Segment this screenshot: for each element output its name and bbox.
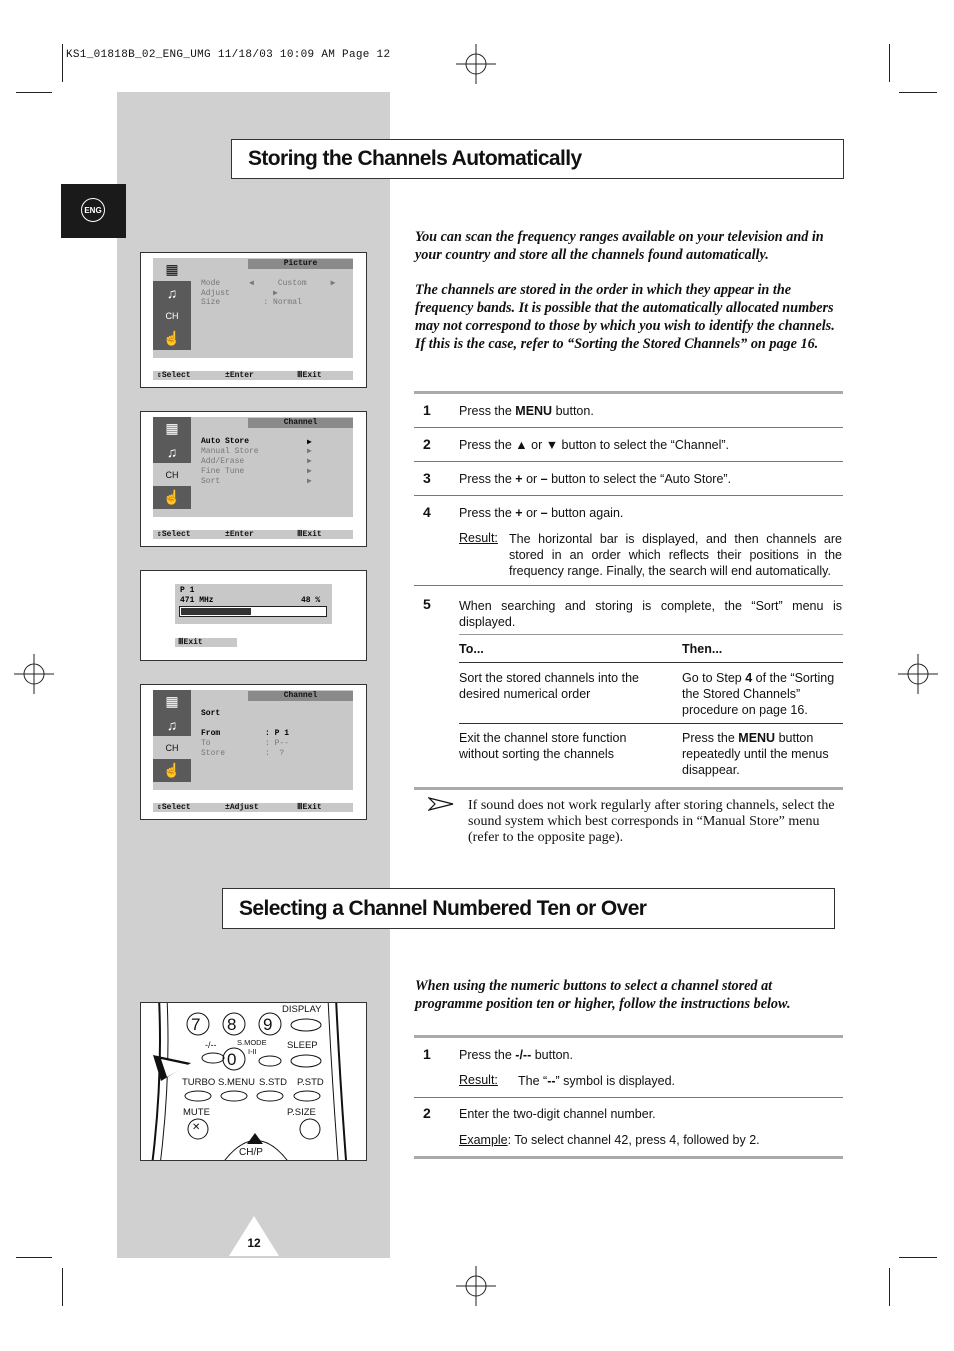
divider (414, 1097, 843, 1098)
osd-progress-track (179, 606, 327, 617)
setup-hand-icon: ☝ (153, 486, 191, 509)
osd-row: Adjust ▶ (201, 289, 278, 298)
osd-progress-fill (181, 608, 251, 615)
section1-title: Storing the Channels Automatically (248, 147, 582, 170)
osd-help-bar (153, 530, 353, 539)
remote-smenu-label: S.MENU (218, 1077, 255, 1088)
osd-bar-text: Adjust (229, 803, 259, 812)
remote-key-0: 0 (227, 1050, 237, 1069)
remote-smode-label: S.MODE (237, 1038, 267, 1047)
osd-icon-column (153, 690, 191, 782)
step-text (459, 506, 623, 520)
osd-frequency: 471 MHz (180, 596, 214, 605)
osd-menu-title: Channel (248, 418, 353, 428)
osd-arrow: ▶ (307, 438, 312, 447)
picture-icon: ▦ (153, 417, 191, 440)
osd-help-bar (153, 803, 353, 812)
divider (414, 1156, 843, 1159)
table-cell-bold: MENU (738, 731, 776, 745)
table-cell-to: Sort the stored channels into the desired numerical order (459, 671, 639, 701)
registration-mark-icon (898, 654, 938, 694)
step-text-part: button. (531, 1048, 573, 1062)
osd-panel (153, 258, 353, 358)
note-text: If sound does not work regularly after storing channels, select the sound system which best corresponds in “Manual Store” menu (refer to the opposite page). (468, 798, 835, 845)
section1-intro-2: The channels are stored in the order in which they appear in the frequency bands. It is possible that the automatically allocated numbers may not correspond to those by which you wish to identify the channels. If this is the case, refer to “Sorting the Stored Channels” on page 16. (415, 282, 835, 352)
osd-store-label: Store (201, 749, 226, 758)
osd-help-bar (175, 638, 237, 647)
table-cell-then (682, 730, 842, 778)
osd-store-value: : ? (265, 749, 285, 758)
registration-mark-icon (456, 44, 496, 84)
osd-panel (153, 690, 353, 790)
crop-mark (62, 1268, 63, 1306)
osd-exit-label: ⅢExit (178, 638, 203, 647)
minus-button-label: – (540, 472, 548, 486)
note-arrow-icon (428, 797, 454, 811)
crop-mark (899, 92, 937, 93)
osd-bar-text: Enter (229, 530, 254, 539)
divider (414, 495, 843, 496)
step-text (459, 1048, 573, 1062)
remote-psize-label: P.SIZE (287, 1107, 316, 1118)
remote-dash-label: -/-- (205, 1040, 217, 1050)
remote-control-illustration (140, 1002, 367, 1161)
step-text-part: Press the (459, 472, 516, 486)
setup-hand-icon: ☝ (153, 327, 191, 350)
table-cell-to: Exit the channel store function without sorting the channels (459, 731, 627, 761)
registration-mark-icon (14, 654, 54, 694)
step-text: When searching and storing is complete, the “Sort” menu is displayed. (459, 599, 842, 629)
divider (414, 787, 843, 790)
result-label: Result: (459, 1073, 498, 1087)
language-tab (61, 184, 126, 238)
example-text: : To select channel 42, press 4, followed by 2. (507, 1133, 760, 1147)
osd-row: Manual Store (201, 447, 259, 456)
table-cell-part: of the “Sorting the Stored Channels” procedure on page 16. (682, 671, 835, 717)
remote-mute-label: MUTE (183, 1107, 210, 1118)
osd-bar-text: Exit (183, 638, 203, 647)
channel-icon: CH (153, 304, 191, 327)
result-label: Result: (459, 531, 498, 545)
remote-display-label: DISPLAY (282, 1004, 322, 1015)
divider (414, 585, 843, 586)
osd-exit-label: ⅢExit (297, 803, 322, 812)
osd-bar-text: Select (161, 803, 191, 812)
osd-enter-label: ±Enter (225, 371, 254, 380)
table-cell-bold: 4 (745, 671, 753, 685)
channel-icon: CH (165, 469, 179, 480)
remote-sstd-label: S.STD (259, 1077, 287, 1088)
step-text-part: button again. (547, 506, 624, 520)
channel-icon: CH (165, 742, 179, 753)
divider (459, 662, 843, 663)
osd-exit-label: ⅢExit (297, 530, 322, 539)
step-text-part: button to select the “Auto Store”. (547, 472, 732, 486)
osd-row: Auto Store (201, 437, 250, 446)
osd-from-label: From (201, 729, 221, 738)
step-text-part: Press the (459, 1048, 516, 1062)
step-text-part: or (522, 472, 541, 486)
divider (414, 427, 843, 428)
crop-mark (899, 1257, 937, 1258)
language-tab-label: ENG (81, 198, 105, 222)
osd-screen-picture (140, 252, 367, 388)
picture-icon: ▦ (165, 261, 179, 277)
remote-pstd-label: P.STD (297, 1077, 324, 1088)
step-text (459, 472, 731, 486)
divider (414, 461, 843, 462)
divider (459, 723, 843, 724)
step-number: 3 (423, 470, 431, 486)
osd-help-bar (153, 371, 353, 380)
osd-select-label: ⇕Select (157, 803, 191, 812)
sound-icon: ♫ (153, 440, 191, 463)
osd-bar-text: Exit (302, 371, 322, 380)
picture-icon: ▦ (153, 690, 191, 713)
step-text-part: or (522, 506, 541, 520)
osd-icon-column (153, 417, 191, 509)
remote-dual-label: I-II (248, 1047, 257, 1056)
step-number: 4 (423, 504, 431, 520)
osd-progress-panel (175, 584, 332, 624)
table-cell-part: Go to Step (682, 671, 746, 685)
osd-bar-text: Exit (302, 803, 322, 812)
step-text (459, 404, 594, 418)
osd-screen-sort (140, 684, 367, 820)
divider (459, 634, 843, 635)
osd-select-label: ⇕Select (157, 530, 191, 539)
osd-bar-text: Enter (229, 371, 254, 380)
osd-arrow: ▶ ▶ ▶ ▶ (307, 447, 312, 486)
crop-mark (889, 44, 890, 82)
osd-enter-label: ±Enter (225, 530, 254, 539)
remote-sleep-label: SLEEP (287, 1040, 318, 1051)
osd-adjust-label: ±Adjust (225, 803, 259, 812)
setup-hand-icon: ☝ (153, 759, 191, 782)
example-label: Example (459, 1133, 508, 1147)
osd-icon-column (153, 258, 191, 350)
osd-to-label: To (201, 739, 211, 748)
result-text-part: The “ (518, 1074, 548, 1088)
result-text-bold: -- (547, 1074, 556, 1088)
remote-key-8: 8 (227, 1015, 237, 1034)
step-number: 5 (423, 596, 431, 612)
osd-row: Mode ◀ Custom ▶ (201, 279, 336, 288)
result-text (518, 1073, 675, 1089)
crop-mark (889, 1268, 890, 1306)
remote-chp-label: CH/P (239, 1147, 263, 1158)
osd-to-value: : P-- (265, 739, 290, 748)
osd-panel (153, 417, 353, 517)
example-line (459, 1132, 760, 1148)
page-number: 12 (247, 1236, 261, 1250)
step-text-part: Press the (459, 404, 516, 418)
osd-sort-heading: Sort (201, 709, 221, 718)
osd-bar-text: Select (161, 371, 191, 380)
step-text: Enter the two-digit channel number. (459, 1107, 656, 1121)
section2-title: Selecting a Channel Numbered Ten or Over (239, 896, 647, 920)
mute-icon: ✕ (192, 1122, 201, 1133)
remote-turbo-label: TURBO (182, 1077, 216, 1088)
remote-key-7: 7 (191, 1015, 201, 1034)
osd-from-value: : P 1 (265, 729, 290, 738)
table-cell-part: Press the (682, 731, 739, 745)
plus-button-label: + (515, 506, 523, 520)
step-number: 2 (423, 436, 431, 452)
osd-bar-text: Select (161, 530, 191, 539)
sound-icon: ♫ (153, 713, 191, 736)
osd-row: Fine Tune (201, 467, 245, 476)
step-text-part: Press the (459, 506, 516, 520)
osd-row: Add/Erase (201, 457, 245, 466)
minus-button-label: – (540, 506, 548, 520)
result-text: The horizontal bar is displayed, and then channels are stored in an order which reflects their positions in the frequency range. Finally, the search will end automatically. (509, 532, 842, 578)
table-cell-then (682, 670, 842, 718)
registration-mark-icon (456, 1266, 496, 1306)
osd-program-number: P 1 (180, 586, 195, 595)
print-header: KS1_01818B_02_ENG_UMG 11/18/03 10:09 AM Page 12 (66, 49, 391, 61)
divider (414, 1035, 843, 1038)
sound-icon: ♫ (153, 281, 191, 304)
osd-row: Sort (201, 477, 221, 486)
dash-button-label: -/-- (515, 1048, 532, 1062)
crop-mark (62, 44, 63, 82)
menu-button-label: MENU (515, 404, 553, 418)
step-number: 1 (423, 402, 431, 418)
table-header-then: Then... (682, 642, 723, 656)
section2-intro: When using the numeric buttons to select a channel stored at programme position ten or higher, follow the instructions below. (415, 978, 791, 1012)
crop-mark (16, 1257, 52, 1258)
section1-intro-1: You can scan the frequency ranges available on your television and in your country and store all the channels found automatically. (415, 229, 824, 263)
table-header-to: To... (459, 642, 484, 656)
section2-title-box (222, 888, 835, 929)
osd-screen-progress (140, 570, 367, 661)
step-text: Press the ▲ or ▼ button to select the “Channel”. (459, 438, 730, 452)
step-text-part: button. (552, 404, 594, 418)
osd-bar-text: Exit (302, 530, 322, 539)
osd-row: Size : Normal (201, 298, 302, 307)
osd-select-label: ⇕Select (157, 371, 191, 380)
divider (414, 391, 843, 394)
osd-screen-channel (140, 411, 367, 547)
osd-menu-title: Picture (248, 259, 353, 269)
table-cell-part: button repeatedly until the menus disappear. (682, 731, 829, 777)
crop-mark (16, 92, 52, 93)
osd-percent: 48 % (301, 596, 321, 605)
plus-button-label: + (515, 472, 523, 486)
osd-menu-title: Channel (248, 691, 353, 701)
step-number: 1 (423, 1046, 431, 1062)
section1-title-box (231, 139, 844, 179)
osd-exit-label: ⅢExit (297, 371, 322, 380)
result-text-part: ” symbol is displayed. (555, 1074, 676, 1088)
remote-key-9: 9 (263, 1015, 273, 1034)
step-number: 2 (423, 1105, 431, 1121)
